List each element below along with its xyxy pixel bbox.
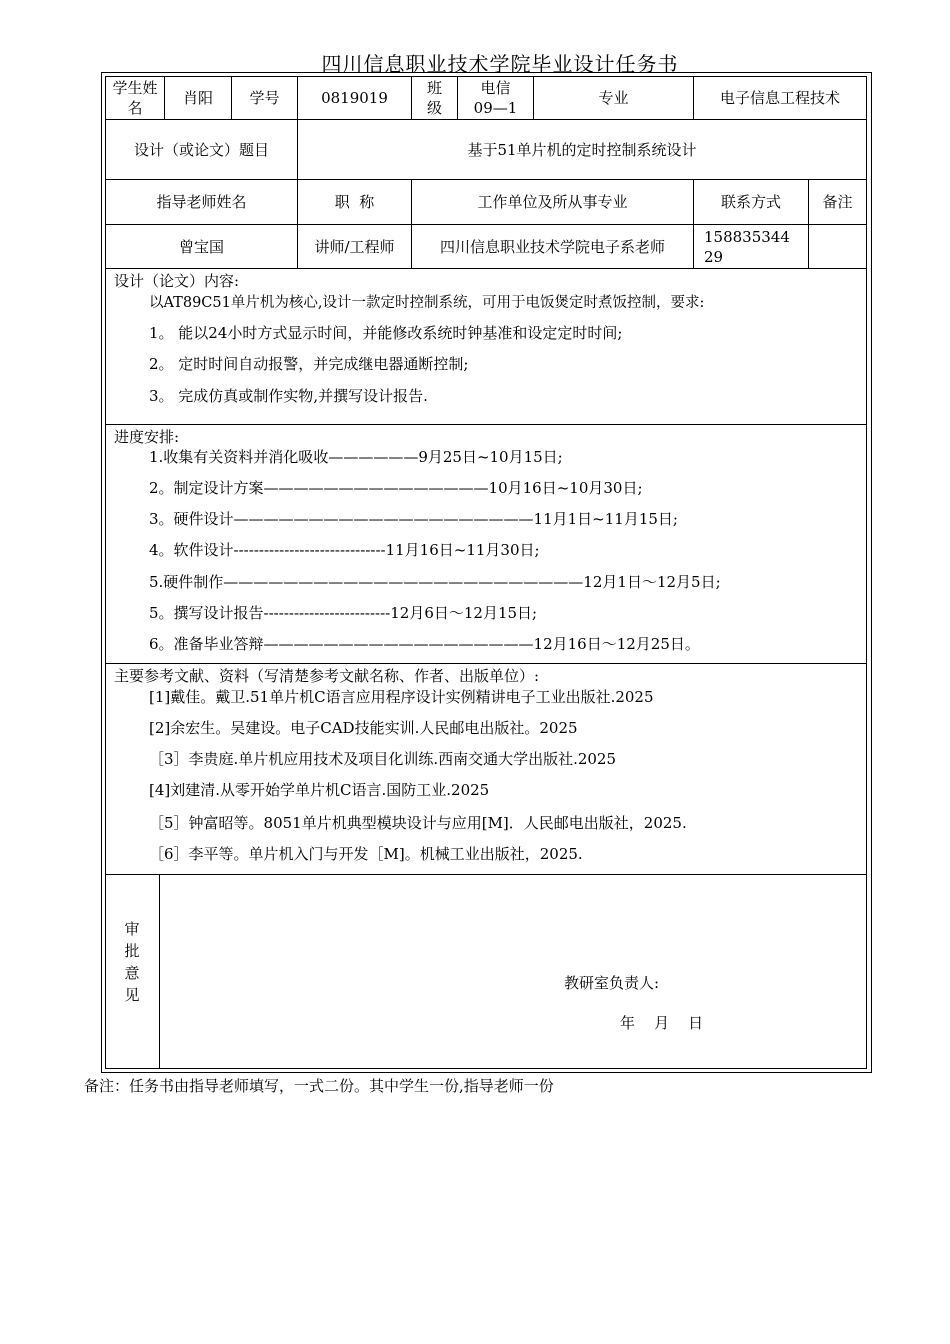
approval-label: 审批意见 — [124, 920, 140, 1004]
advisor-contact-header: 联系方式 — [720, 193, 781, 211]
references-heading: 主要参考文献、资料（写清楚参考文献名称、作者、出版单位）: — [114, 667, 540, 685]
approval-date: 年 月 日 — [620, 1014, 704, 1032]
reference-item: [4]刘建清.从零开始学单片机C语言.国防工业.2025 — [149, 781, 490, 799]
content-item: 1。 能以24小时方式显示时间，并能修改系统时钟基准和设定定时时间; — [149, 324, 623, 342]
advisor-name: 曾宝国 — [178, 237, 224, 256]
row-divider — [105, 663, 867, 664]
advisor-remark-header: 备注 — [822, 193, 853, 211]
reference-item: ［3］李贵庭.单片机应用技术及项目化训练.西南交通大学出版社.2025 — [149, 750, 617, 768]
footnote: 备注：任务书由指导老师填写，一式二份。其中学生一份,指导老师一份 — [84, 1077, 554, 1095]
schedule-item: 1.收集有关资料并消化吸收——————9月25日~10月15日; — [149, 448, 563, 466]
advisor-remark — [809, 225, 866, 268]
content-heading: 设计（论文）内容: — [114, 272, 240, 290]
student-id-label: 学号 — [249, 89, 280, 107]
topic-label: 设计（或论文）题目 — [133, 140, 269, 159]
major-label: 专业 — [598, 89, 629, 107]
reference-item: [1]戴佳。戴卫.51单片机C语言应用程序设计实例精讲电子工业出版社.2025 — [149, 688, 654, 706]
approval-responsible: 教研室负责人: — [564, 974, 660, 992]
student-id-value: 0819019 — [321, 89, 388, 107]
page-title: 四川信息职业技术学院毕业设计任务书 — [321, 52, 679, 76]
content-intro: 以AT89C51单片机为核心,设计一款定时控制系统，可用于电饭煲定时煮饭控制，要求: — [149, 295, 705, 311]
reference-item: [2]余宏生。吴建设。电子CAD技能实训.人民邮电出版社。2025 — [149, 719, 578, 737]
row-divider — [105, 874, 867, 875]
schedule-item: 4。软件设计------------------------------11月16日~11月30日; — [149, 541, 540, 559]
advisor-unit: 四川信息职业技术学院电子系老师 — [439, 237, 665, 256]
advisor-name-header: 指导老师姓名 — [156, 193, 247, 211]
schedule-item: 3。硬件设计————————————————————11月1日~11月15日; — [149, 510, 678, 528]
advisor-unit-header: 工作单位及所从事专业 — [477, 193, 628, 211]
advisor-title-header: 职 称 — [334, 193, 375, 211]
schedule-item: 6。准备毕业答辩——————————————————12月16日～12月25日。 — [149, 635, 700, 653]
reference-item: ［6］李平等。单片机入门与开发［M]。机械工业出版社，2025. — [149, 845, 583, 863]
col-divider — [159, 874, 160, 1069]
student-name-value: 肖阳 — [182, 89, 213, 107]
topic-value: 基于51单片机的定时控制系统设计 — [467, 140, 697, 159]
schedule-item: 2。制定设计方案———————————————10月16日~10月30日; — [149, 479, 643, 497]
advisor-contact: 15883534429 — [704, 227, 790, 266]
schedule-heading: 进度安排: — [114, 428, 180, 446]
advisor-title: 讲师/工程师 — [314, 237, 395, 256]
schedule-item: 5。撰写设计报告-------------------------12月6日～12月15日; — [149, 604, 538, 622]
class-label: 班级 — [426, 79, 442, 117]
content-item: 2。 定时时间自动报警，并完成继电器通断控制; — [149, 355, 469, 373]
content-item: 3。 完成仿真或制作实物,并撰写设计报告. — [149, 387, 428, 405]
row-divider — [105, 268, 867, 269]
student-name-label: 学生姓名 — [112, 79, 158, 117]
class-value: 电信09—1 — [473, 79, 518, 117]
schedule-item: 5.硬件制作————————————————————————12月1日～12月5日; — [149, 573, 721, 591]
row-divider — [105, 424, 867, 425]
reference-item: ［5］钟富昭等。8051单片机典型模块设计与应用[M]．人民邮电出版社，2025. — [149, 814, 687, 832]
major-value: 电子信息工程技术 — [719, 89, 840, 107]
